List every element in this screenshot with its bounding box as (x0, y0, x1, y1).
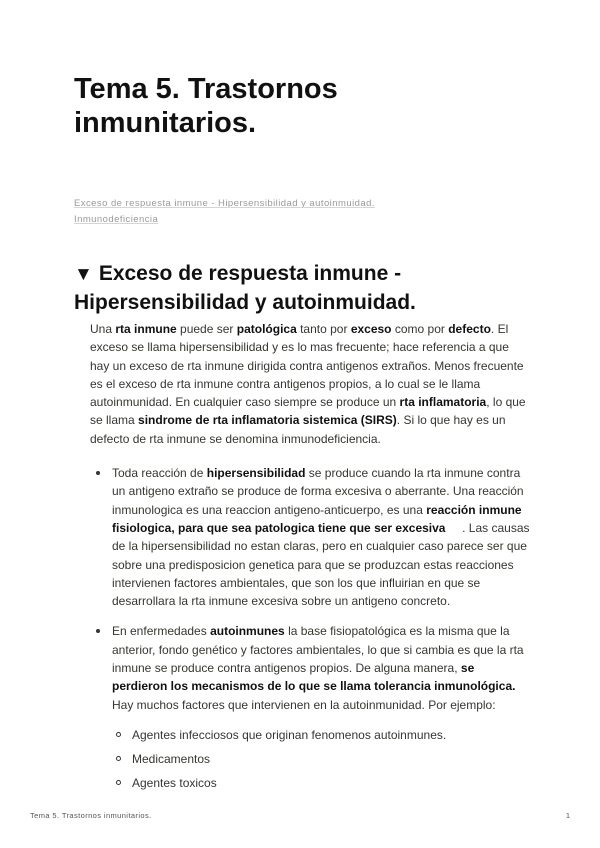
list-item-hipersensibilidad (90, 464, 533, 610)
bullet1-bold-1: hipersensibilidad (206, 466, 306, 481)
bullet-paragraph (112, 622, 530, 713)
intro-text-6: , lo que se llama (90, 395, 526, 428)
intro-bold-3: exceso (350, 322, 392, 336)
page-title: Tema 5. Trastornos inmunitarios. (74, 73, 338, 139)
intro-text-1: Una (90, 322, 116, 336)
bullet-list (90, 464, 533, 792)
sub-list-item (112, 726, 530, 744)
bullet-dot-icon (96, 471, 100, 475)
footer-title: Tema 5. Trastornos inmunitarios. (30, 811, 152, 820)
bullet-dot-icon (96, 629, 100, 633)
intro-bold-1: rta inmune (115, 322, 177, 336)
section-heading-text: Exceso de respuesta inmune - Hipersensibilidad y autoinmuidad. (74, 262, 416, 314)
section-heading-toggle[interactable] (74, 260, 534, 317)
sub-list-item (112, 774, 530, 792)
intro-text-2: puede ser (176, 322, 237, 336)
intro-bold-6: sindrome de rta inflamatoria sistemica (SIRS) (138, 413, 397, 428)
table-of-contents (74, 196, 454, 228)
intro-text-7: . Si lo que hay es un defecto de rta inmune se denomina inmunodeficiencia. (90, 413, 506, 446)
bullet1-bold-2: reacción inmune fisiologica, para que sea patologica tiene que ser excesiva (112, 502, 522, 535)
list-item-autoinmunes (90, 622, 530, 791)
intro-bold-4: defecto (448, 322, 491, 336)
toc-link-exceso[interactable]: Exceso de respuesta inmune - Hipersensibilidad y autoinmuidad. (74, 198, 375, 209)
sub-bullet-list (112, 726, 530, 792)
sub-list-item (112, 750, 530, 768)
intro-paragraph (90, 320, 530, 448)
hollow-bullet-icon (116, 756, 121, 761)
bullet2-text-2: la base fisiopatológica es la misma que la anterior, fondo genético y factores ambientales, lo que si cambia es que la rta inmune se produce contra antigenos propios. De alguna manera, (112, 624, 524, 676)
bullet-paragraph (112, 464, 533, 610)
triangle-down-icon: ▼ (74, 264, 93, 285)
intro-text-4: como por (391, 322, 449, 336)
bullet2-text-1: En enfermedades (112, 624, 211, 639)
hollow-bullet-icon (116, 732, 121, 737)
bullet2-bold-1: autoinmunes (210, 624, 285, 639)
bullet2-bold-2: se perdieron los mecanismos de lo que se llama tolerancia inmunológica. (112, 661, 516, 694)
bullet1-text-2: se produce cuando la rta inmune contra un antigeno extraño se produce de forma excesiva o aberrante. Una reacción inmunologica es una reaccion antigeno-anticuerpo, es una (112, 466, 524, 517)
toc-link-inmunodeficiencia[interactable]: Inmunodeficiencia (74, 214, 159, 225)
bullet1-text-3: . Las causas de la hipersensibilidad no estan claras, pero en cualquier caso parece ser que sobre una predisposicion genetica para que se produzcan estas reacciones intervienen factores ambientales, que son los que influirian en que se desarrollara la rta inmune excesiva sobre un antigeno concreto. (112, 520, 533, 609)
intro-bold-5: rta inflamatoria (399, 395, 487, 410)
sub-item-text: Agentes infecciosos que originan fenomenos autoinmunes. (132, 727, 447, 742)
intro-bold-2: patológica (236, 322, 297, 336)
hollow-bullet-icon (116, 780, 121, 785)
page-number: 1 (565, 811, 570, 820)
bullet1-text-1: Toda reacción de (112, 466, 207, 481)
sub-item-text: Agentes toxicos (132, 775, 217, 790)
intro-text-5: . El exceso se llama hipersensibilidad y es lo mas frecuente; hace referencia a que hay un exceso de rta inmune dirigida contra antigenos extraños. Menos frecuente es el exceso de rta inmune contra antigenos propios, a lo cual se le llama autoinmunidad. En cualquier caso siempre se produce un (90, 322, 524, 410)
section-body (90, 320, 533, 798)
bullet2-text-3: Hay muchos factores que intervienen en la autoinmunidad. Por ejemplo: (112, 697, 496, 712)
sub-item-text: Medicamentos (132, 751, 211, 766)
intro-text-3: tanto por (296, 322, 351, 336)
